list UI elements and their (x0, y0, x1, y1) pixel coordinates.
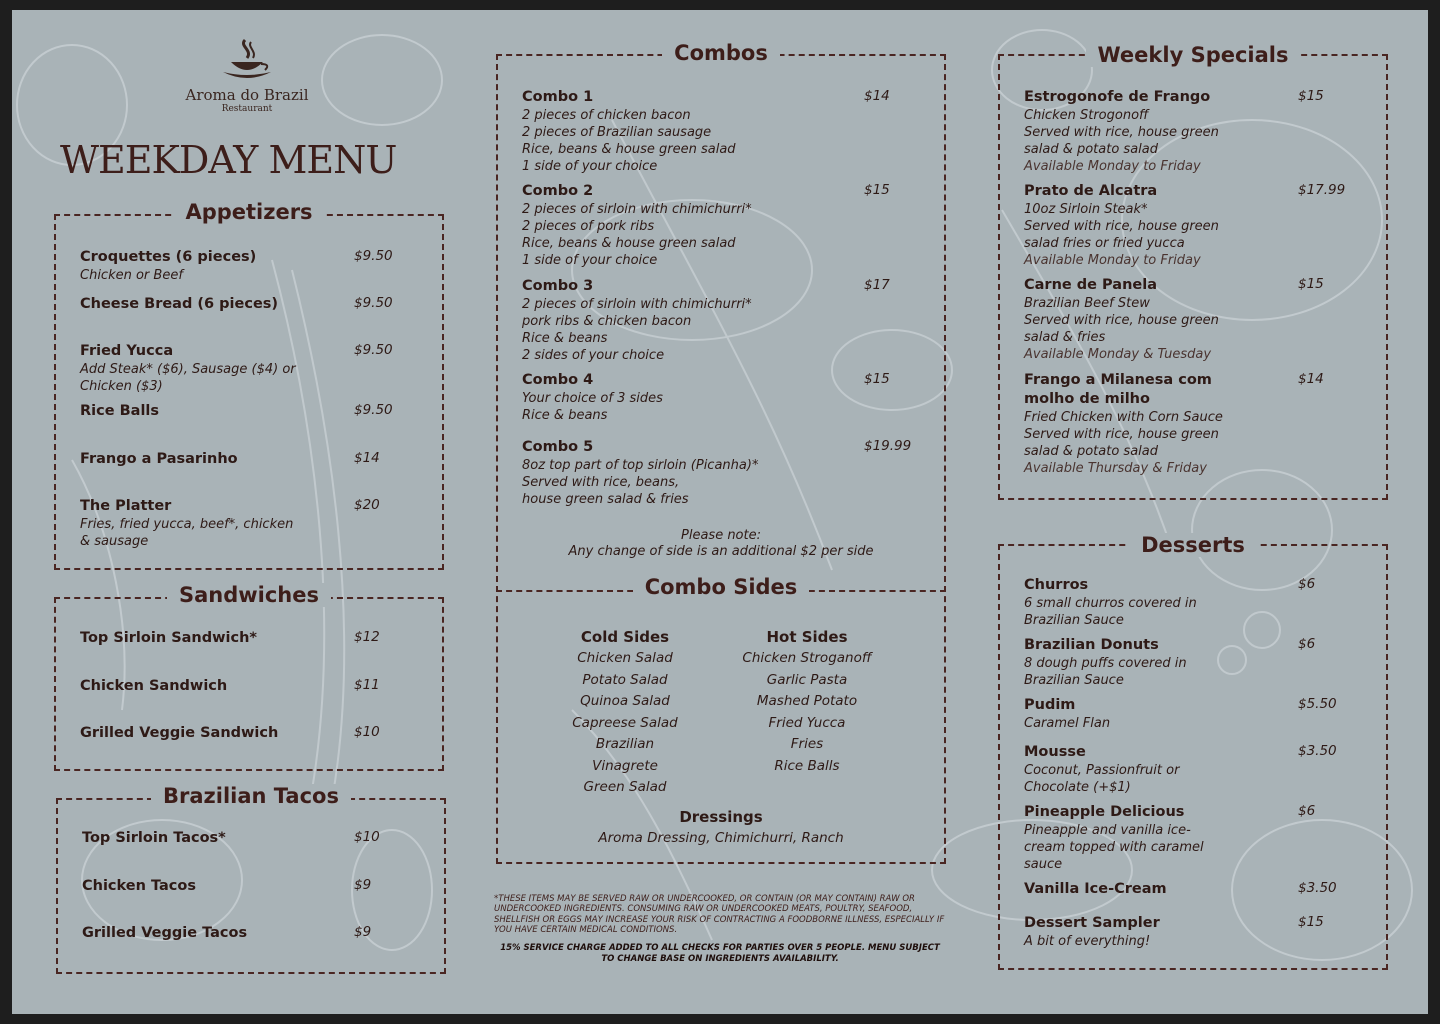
item-price: $10 (354, 724, 380, 740)
item-desc: Served with rice, house green (1024, 219, 1219, 234)
weekly-specials-section (998, 43, 1388, 500)
special-item (1024, 88, 1368, 175)
item-price: $14 (864, 88, 890, 104)
item-price: $6 (1298, 636, 1316, 652)
item-name: Frango a Milanesa com (1024, 372, 1212, 388)
item-price: $9.50 (354, 342, 393, 358)
item-desc: cream topped with caramel (1024, 840, 1204, 855)
dressings-list: Aroma Dressing, Chimichurri, Ranch (598, 830, 844, 846)
item-price: $3.50 (1298, 880, 1337, 896)
item-name: The Platter (80, 498, 172, 514)
item-desc: 8 dough puffs covered in (1024, 656, 1187, 671)
item-name: Combo 2 (522, 183, 594, 199)
item-desc: 2 sides of your choice (522, 348, 665, 363)
dressings-heading: Dressings (679, 808, 763, 826)
item-desc: house green salad & fries (522, 492, 689, 507)
menu-item (82, 829, 426, 848)
coffee-cup-icon (217, 38, 277, 84)
page-title: WEEKDAY MENU (60, 138, 397, 182)
special-item (1024, 276, 1368, 363)
item-name: Chicken Tacos (82, 878, 196, 894)
item-price: $15 (864, 182, 890, 198)
side-item: Potato Salad (582, 671, 668, 688)
section-title: Appetizers (56, 199, 442, 225)
item-price: $9 (354, 924, 372, 940)
menu-item (82, 877, 426, 896)
menu-item (80, 342, 424, 395)
cold-sides-list (530, 626, 720, 799)
item-desc: Chicken Strogonoff (1024, 108, 1149, 123)
item-desc: salad & potato salad (1024, 142, 1158, 157)
tacos-section (56, 784, 446, 974)
item-price: $19.99 (864, 438, 912, 454)
side-item: Fried Yucca (768, 714, 846, 731)
item-name: Cheese Bread (6 pieces) (80, 296, 279, 312)
item-desc: pork ribs & chicken bacon (522, 314, 692, 329)
item-desc: salad & fries (1024, 330, 1106, 345)
special-item (1024, 371, 1368, 477)
restaurant-logo (182, 38, 312, 114)
item-name: Estrogonofe de Frango (1024, 89, 1211, 105)
item-availability: Available Monday to Friday (1024, 159, 1201, 174)
item-name: Churros (1024, 577, 1089, 593)
item-desc: Served with rice, house green (1024, 313, 1219, 328)
section-title: Sandwiches (56, 582, 442, 608)
item-name: Top Sirloin Sandwich* (80, 630, 257, 646)
item-price: $9.50 (354, 248, 393, 264)
item-price: $3.50 (1298, 743, 1337, 759)
item-price: $10 (354, 829, 380, 845)
menu-item (80, 450, 424, 469)
item-desc: Caramel Flan (1024, 716, 1111, 731)
item-name: Brazilian Donuts (1024, 637, 1159, 653)
combo-note-text: Any change of side is an additional $2 per side (568, 544, 874, 559)
menu-item (82, 924, 426, 943)
side-item: Capreese Salad (572, 714, 678, 731)
section-title: Weekly Specials (1000, 42, 1386, 68)
item-desc: Served with rice, house green (1024, 427, 1219, 442)
item-desc: Brazilian Sauce (1024, 613, 1124, 628)
item-desc: Served with rice, beans, (522, 475, 680, 490)
item-name: Rice Balls (80, 403, 160, 419)
item-name: Frango a Pasarinho (80, 451, 238, 467)
combo-note-label: Please note: (681, 528, 761, 543)
item-price: $6 (1298, 803, 1316, 819)
item-desc: 1 side of your choice (522, 159, 658, 174)
item-desc: 2 pieces of sirloin with chimichurri* (522, 297, 752, 312)
item-name: Grilled Veggie Sandwich (80, 725, 279, 741)
item-name: Fried Yucca (80, 343, 174, 359)
item-desc: 10oz Sirloin Steak* (1024, 202, 1148, 217)
hot-sides-heading: Hot Sides (766, 628, 848, 646)
item-desc: 1 side of your choice (522, 253, 658, 268)
item-desc: Chicken or Beef (80, 268, 183, 283)
dessert-item (1024, 743, 1368, 796)
item-desc: 2 pieces of sirloin with chimichurri* (522, 202, 752, 217)
item-desc: 2 pieces of Brazilian sausage (522, 125, 712, 140)
item-desc: salad fries or fried yucca (1024, 236, 1185, 251)
side-item: Quinoa Salad (580, 693, 670, 709)
item-price: $9 (354, 877, 372, 893)
item-price: $17 (864, 277, 890, 293)
item-name: Combo 1 (522, 89, 594, 105)
appetizers-section (54, 200, 444, 570)
item-name: Grilled Veggie Tacos (82, 925, 248, 941)
item-name: Pineapple Delicious (1024, 804, 1185, 820)
item-availability: Available Monday to Friday (1024, 253, 1201, 268)
raw-food-disclaimer: *THESE ITEMS MAY BE SERVED RAW OR UNDERCOOKED, OR CONTAIN (OR MAY CONTAIN) RAW OR UNDERCOOKED INGREDIENTS. CONSUMING RAW OR UNDERCOOKED MEATS, POULTRY, SEAFOOD, SHELLFISH OR EGGS MAY INCREASE YOUR RISK OF CONTRACTING A FOODBORNE ILLNESS, ESPECIALLY IF YOU HAVE CERTAIN MEDICAL CONDITIONS. (494, 894, 945, 936)
side-item: Chicken Salad (577, 650, 673, 666)
menu-item (80, 402, 424, 421)
desserts-section (998, 533, 1388, 970)
item-name: Mousse (1024, 744, 1086, 760)
item-name: Prato de Alcatra (1024, 183, 1158, 199)
combo-item (522, 88, 926, 175)
dessert-item (1024, 803, 1368, 873)
item-desc: & sausage (80, 534, 149, 549)
item-desc: sauce (1024, 857, 1063, 872)
item-name: Vanilla Ice-Cream (1024, 881, 1167, 897)
item-desc: Brazilian Beef Stew (1024, 296, 1150, 311)
dessert-item (1024, 914, 1368, 950)
section-title: Brazilian Tacos (58, 783, 444, 809)
menu-item (80, 629, 424, 648)
dessert-item (1024, 696, 1368, 732)
special-item (1024, 182, 1368, 269)
item-desc: Chicken ($3) (80, 379, 163, 394)
side-item: Chicken Stroganoff (742, 650, 872, 666)
item-name: Combo 3 (522, 278, 594, 294)
side-item: Fries (790, 736, 824, 752)
item-price: $5.50 (1298, 696, 1337, 712)
menu-item (80, 497, 424, 550)
item-price: $14 (354, 450, 380, 466)
cold-sides-heading: Cold Sides (580, 628, 670, 646)
item-desc: 2 pieces of chicken bacon (522, 108, 691, 123)
item-price: $6 (1298, 576, 1316, 592)
item-price: $15 (864, 371, 890, 387)
item-price: $20 (354, 497, 380, 513)
menu-item (80, 248, 424, 284)
dessert-item (1024, 636, 1368, 689)
item-desc: Fried Chicken with Corn Sauce (1024, 410, 1223, 425)
section-title: Desserts (1000, 532, 1386, 558)
section-title: Combos (498, 40, 944, 66)
item-name: Combo 4 (522, 372, 594, 388)
item-availability: Available Thursday & Friday (1024, 461, 1207, 476)
menu-item (80, 677, 424, 696)
item-name: Carne de Panela (1024, 277, 1157, 293)
item-desc: A bit of everything! (1024, 934, 1151, 949)
side-item: Mashed Potato (756, 693, 858, 709)
restaurant-name: Aroma do Brazil (185, 86, 309, 104)
item-desc: 8oz top part of top sirloin (Picanha)* (522, 458, 759, 473)
menu-item (80, 295, 424, 314)
item-desc: Fries, fried yucca, beef*, chicken (80, 517, 294, 532)
item-desc: 6 small churros covered in (1024, 596, 1197, 611)
item-desc: Brazilian Sauce (1024, 673, 1124, 688)
item-desc: Rice, beans & house green salad (522, 142, 736, 157)
item-desc: 2 pieces of pork ribs (522, 219, 655, 234)
item-price: $9.50 (354, 402, 393, 418)
item-desc: Rice & beans (522, 408, 608, 423)
service-charge-note: 15% SERVICE CHARGE ADDED TO ALL CHECKS FOR PARTIES OVER 5 PEOPLE. MENU SUBJECT TO CHANGE BASE ON INGREDIENTS AVAILABILITY. (500, 943, 940, 964)
item-price: $17.99 (1298, 182, 1346, 198)
item-desc: Chocolate (+$1) (1024, 780, 1131, 795)
combos-section (496, 41, 946, 592)
item-desc: Rice & beans (522, 331, 608, 346)
item-name: Combo 5 (522, 439, 594, 455)
item-price: $12 (354, 629, 380, 645)
item-name: Chicken Sandwich (80, 678, 228, 694)
item-desc: Served with rice, house green (1024, 125, 1219, 140)
side-item: Brazilian (595, 736, 655, 752)
item-price: $9.50 (354, 295, 393, 311)
side-item: Garlic Pasta (766, 671, 848, 688)
item-name: molho de milho (1024, 391, 1150, 407)
item-price: $15 (1298, 88, 1324, 104)
side-item: Vinagrete (592, 757, 658, 774)
combo-item (522, 182, 926, 269)
item-desc: salad & potato salad (1024, 444, 1158, 459)
item-price: $15 (1298, 914, 1324, 930)
section-title: Combo Sides (498, 574, 944, 600)
item-price: $14 (1298, 371, 1324, 387)
item-name: Pudim (1024, 697, 1076, 713)
item-availability: Available Monday & Tuesday (1024, 347, 1212, 362)
side-item: Green Salad (583, 779, 667, 795)
menu-item (80, 724, 424, 743)
combo-item (522, 438, 926, 508)
dessert-item (1024, 576, 1368, 629)
restaurant-subtitle: Restaurant (221, 104, 273, 114)
side-item: Rice Balls (774, 757, 840, 774)
sandwiches-section (54, 583, 444, 771)
item-desc: Your choice of 3 sides (522, 391, 663, 406)
menu-page (12, 10, 1428, 1014)
item-desc: Rice, beans & house green salad (522, 236, 736, 251)
item-desc: Coconut, Passionfruit or (1024, 763, 1180, 778)
combo-sides-section (496, 575, 946, 864)
combo-item (522, 277, 926, 364)
item-desc: Add Steak* ($6), Sausage ($4) or (80, 362, 296, 377)
item-price: $15 (1298, 276, 1324, 292)
hot-sides-list (712, 626, 902, 777)
item-name: Dessert Sampler (1024, 915, 1160, 931)
item-desc: Pineapple and vanilla ice- (1024, 823, 1191, 838)
dessert-item (1024, 880, 1368, 899)
combo-item (522, 371, 926, 424)
item-name: Top Sirloin Tacos* (82, 830, 226, 846)
item-name: Croquettes (6 pieces) (80, 249, 257, 265)
item-price: $11 (354, 677, 380, 693)
